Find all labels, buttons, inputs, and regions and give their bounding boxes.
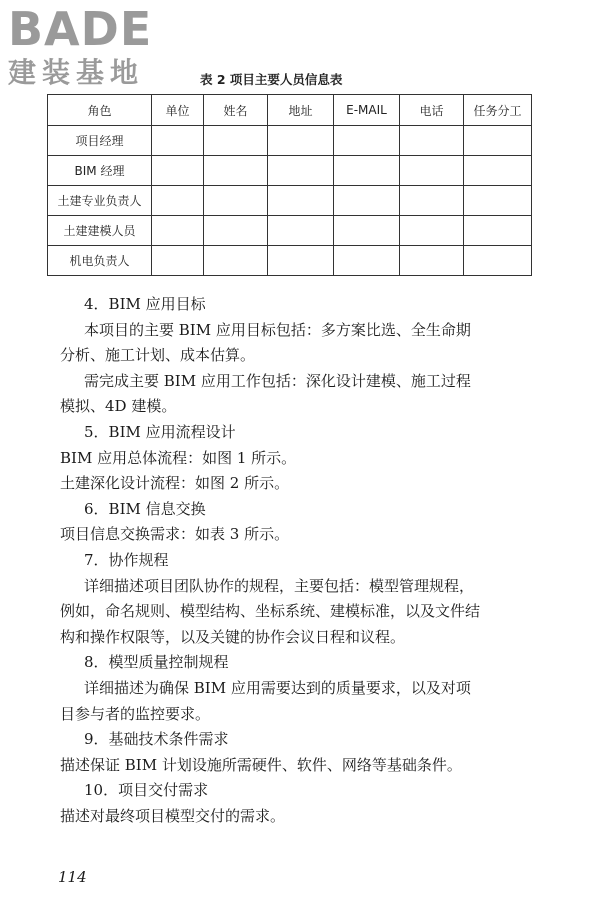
- paragraph-line: 需完成主要 BIM 应用工作包括：深化设计建模、施工过程: [84, 371, 471, 390]
- paragraph-line: 详细描述项目团队协作的规程，主要包括：模型管理规程，: [84, 576, 475, 595]
- paragraph-line: 模拟、4D 建模。: [60, 397, 177, 416]
- logo-subtitle: 建装基地: [8, 56, 145, 89]
- empty-cell: [268, 126, 334, 156]
- empty-cell: [204, 246, 268, 276]
- paragraph-line: 构和操作权限等，以及关键的协作会议日程和议程。: [60, 627, 406, 646]
- paragraph-line: 土建深化设计流程：如图 2 所示。: [60, 474, 290, 493]
- empty-cell: [268, 246, 334, 276]
- empty-cell: [400, 126, 464, 156]
- table-row: [48, 156, 532, 186]
- role-cell: BIM 经理: [48, 156, 152, 186]
- table-row: [48, 216, 532, 246]
- table-row: [48, 246, 532, 276]
- empty-cell: [204, 126, 268, 156]
- role-cell: 土建专业负责人: [48, 186, 152, 216]
- empty-cell: [334, 216, 400, 246]
- empty-cell: [204, 216, 268, 246]
- body-text: [60, 292, 550, 829]
- table-row: [48, 186, 532, 216]
- empty-cell: [268, 156, 334, 186]
- empty-cell: [334, 186, 400, 216]
- empty-cell: [464, 156, 532, 186]
- header-cell: 地址: [268, 95, 334, 126]
- empty-cell: [268, 216, 334, 246]
- header-cell: 单位: [152, 95, 204, 126]
- paragraph-line: 描述保证 BIM 计划设施所需硬件、软件、网络等基础条件。: [60, 755, 462, 774]
- role-cell: 土建建模人员: [48, 216, 152, 246]
- paragraph-line: 分析、施工计划、成本估算。: [60, 346, 256, 365]
- empty-cell: [334, 246, 400, 276]
- paragraph-line: 目参与者的监控要求。: [60, 704, 211, 723]
- section-heading: 7．协作规程: [84, 550, 169, 569]
- section-heading: 8．模型质量控制规程: [84, 653, 229, 672]
- header-cell: 角色: [48, 95, 152, 126]
- empty-cell: [464, 246, 532, 276]
- empty-cell: [152, 156, 204, 186]
- empty-cell: [152, 126, 204, 156]
- paragraph-line: BIM 应用总体流程：如图 1 所示。: [60, 448, 297, 467]
- header-cell: E-MAIL: [334, 95, 400, 126]
- empty-cell: [400, 186, 464, 216]
- role-cell: 机电负责人: [48, 246, 152, 276]
- empty-cell: [204, 156, 268, 186]
- paragraph-line: 本项目的主要 BIM 应用目标包括：多方案比选、全生命期: [84, 320, 471, 339]
- empty-cell: [464, 126, 532, 156]
- section-heading: 6．BIM 信息交换: [84, 499, 206, 518]
- paragraph-line: 详细描述为确保 BIM 应用需要达到的质量要求，以及对项: [84, 678, 471, 697]
- empty-cell: [334, 126, 400, 156]
- empty-cell: [268, 186, 334, 216]
- table-row: [48, 126, 532, 156]
- logo-text: BADE: [8, 2, 153, 56]
- empty-cell: [400, 246, 464, 276]
- empty-cell: [152, 186, 204, 216]
- header-cell: 任务分工: [464, 95, 532, 126]
- watermark-logo: [8, 4, 178, 90]
- personnel-info-table: [47, 94, 532, 276]
- empty-cell: [152, 216, 204, 246]
- empty-cell: [334, 156, 400, 186]
- empty-cell: [152, 246, 204, 276]
- section-heading: 4．BIM 应用目标: [84, 295, 206, 313]
- header-cell: 姓名: [204, 95, 268, 126]
- section-heading: 9．基础技术条件需求: [84, 730, 229, 749]
- section-heading: 5．BIM 应用流程设计: [84, 422, 236, 441]
- paragraph-line: 例如，命名规则、模型结构、坐标系统、建模标准，以及文件结: [60, 602, 481, 621]
- table-header-row: [48, 95, 532, 126]
- empty-cell: [464, 216, 532, 246]
- empty-cell: [400, 216, 464, 246]
- empty-cell: [204, 186, 268, 216]
- empty-cell: [400, 156, 464, 186]
- paragraph-line: 描述对最终项目模型交付的需求。: [60, 806, 286, 825]
- table-caption: 表 2 项目主要人员信息表: [200, 72, 343, 87]
- empty-cell: [464, 186, 532, 216]
- page-number: 114: [58, 868, 87, 886]
- section-heading: 10．项目交付需求: [84, 781, 209, 800]
- paragraph-line: 项目信息交换需求：如表 3 所示。: [60, 525, 290, 544]
- header-cell: 电话: [400, 95, 464, 126]
- role-cell: 项目经理: [48, 126, 152, 156]
